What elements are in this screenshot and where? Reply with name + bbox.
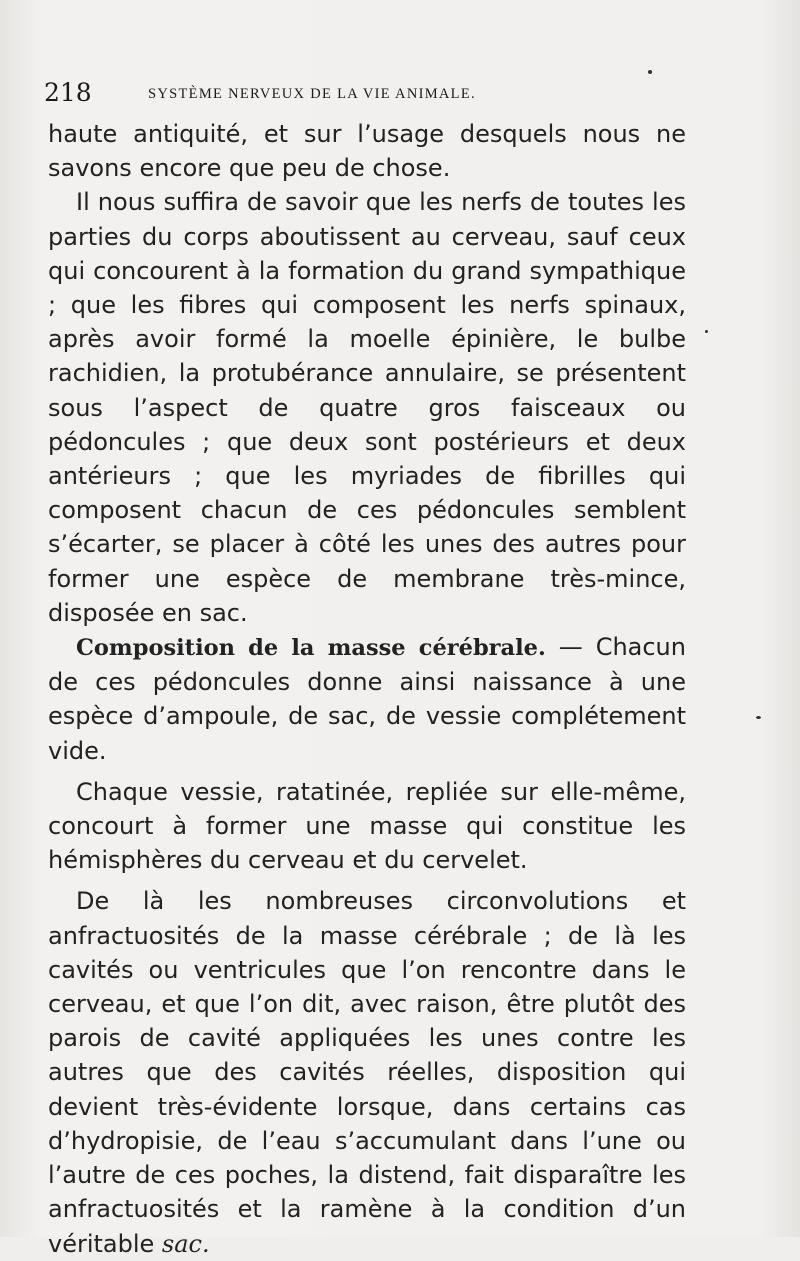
page-number: 218 [44,78,92,107]
section-heading: Composition de la masse cérébrale. [76,635,546,662]
paragraph-continuation: haute antiquité, et sur l’usage desquels nous ne savons encore que peu de chose. [48,120,686,183]
paragraph-composition [48,630,686,768]
ink-speck [648,70,652,74]
ink-speck [705,330,708,333]
ink-speck [756,716,761,719]
section-text: — Chacun de ces pédoncules donne ainsi naissance à une espèce d’ampoule, de sac, de vessie complétement vide. [48,633,686,765]
paragraph-circonvolutions-text: De là les nombreuses circonvolutions et anfractuosités de la masse cérébrale ; de là les cavités ou ventricules que l’on rencontre dans le cerveau, et que l’on dit, avec raison, être plutôt des parois de cavité appliquées les unes contre les autres que des cavités réelles, disposition qui devient très-évidente lorsque, dans certains cas d’hydropisie, de l’eau s’accumulant dans l’une ou l’autre de ces poches, la distend, fait disparaître les anfractuosités et la ramène à la condition d’un véritable [48,887,686,1258]
page-header [44,78,714,114]
paragraph-vessie: Chaque vessie, ratatinée, repliée sur elle-même, concourt à former une masse qui constitue les hémisphères du cerveau et du cervelet. [48,777,686,875]
running-head: SYSTÈME NERVEUX DE LA VIE ANIMALE. [148,86,476,102]
paragraph-circonvolutions [48,884,686,1260]
paragraph-nerves: Il nous suffira de savoir que les nerfs de toutes les parties du corps aboutissent au cerveau, sauf ceux qui concourent à la formation du grand sympathique ; que les fibres qui composent les nerfs spinaux, après avoir formé la moelle épinière, le bulbe rachidien, la protubérance annulaire, se présentent sous l’aspect de quatre gros faisceaux ou pédoncules ; que deux sont postérieurs et deux antérieurs ; que les myriades de fibrilles qui composent chacun de ces pédoncules semblent s’écarter, se placer à côté les unes des autres pour former une espèce de membrane très-mince, disposée en sac. [48,188,686,627]
italic-word: sac. [161,1229,210,1258]
body-text [48,117,686,1261]
